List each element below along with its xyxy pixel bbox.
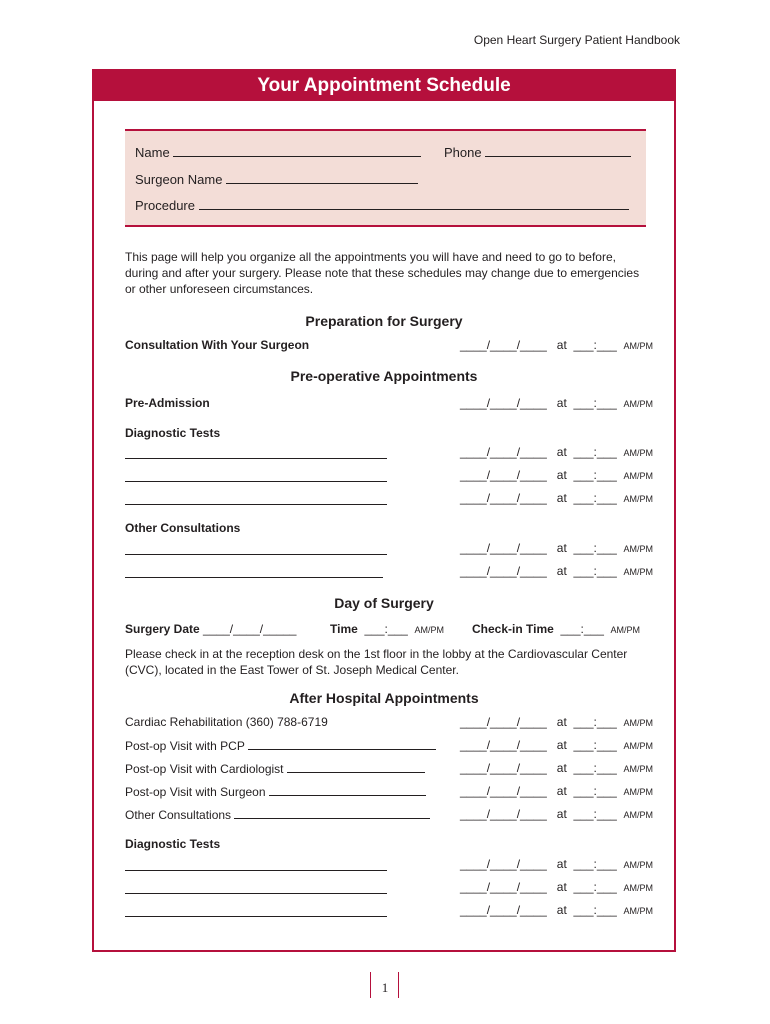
date-blank: ____/____/____ bbox=[460, 784, 547, 798]
page-number-rule-right bbox=[398, 972, 399, 998]
blank-line[interactable] bbox=[125, 504, 387, 505]
blank-line[interactable] bbox=[125, 577, 383, 578]
surgery-time-label: Time bbox=[330, 622, 358, 636]
other-consultations-label: Other Consultations bbox=[125, 521, 241, 535]
phone-line bbox=[485, 145, 631, 157]
ampm-text: AM/PM bbox=[623, 494, 654, 504]
ampm-text: AM/PM bbox=[414, 625, 445, 635]
at-text: at bbox=[556, 396, 567, 410]
pre-admission-label: Pre-Admission bbox=[125, 396, 210, 410]
procedure-line bbox=[199, 198, 629, 210]
date-blank: ____/____/____ bbox=[460, 338, 547, 352]
date-blank: ____/____/____ bbox=[460, 491, 547, 505]
date-time-row[interactable] bbox=[460, 880, 653, 894]
ampm-text: AM/PM bbox=[623, 810, 654, 820]
date-blank: ____/____/____ bbox=[460, 445, 547, 459]
ampm-text: AM/PM bbox=[623, 741, 654, 751]
date-time-row[interactable] bbox=[460, 857, 653, 871]
date-time-row[interactable] bbox=[460, 491, 653, 505]
date-blank: ____/____/____ bbox=[460, 564, 547, 578]
ampm-text: AM/PM bbox=[623, 764, 654, 774]
at-text: at bbox=[556, 541, 567, 555]
after-item-label: Post-op Visit with Surgeon bbox=[125, 785, 266, 799]
time-blank: ___:___ bbox=[573, 338, 617, 352]
date-time-row[interactable] bbox=[460, 738, 653, 752]
ampm-text: AM/PM bbox=[623, 341, 654, 351]
time-blank: ___:___ bbox=[573, 784, 617, 798]
date-time-row[interactable] bbox=[460, 761, 653, 775]
surgery-date-field[interactable] bbox=[125, 622, 296, 636]
phone-field[interactable] bbox=[444, 145, 631, 160]
date-blank: ____/____/____ bbox=[460, 715, 547, 729]
at-text: at bbox=[556, 715, 567, 729]
time-blank: ___:___ bbox=[573, 445, 617, 459]
after-item[interactable] bbox=[125, 738, 436, 753]
date-blank: ____/____/____ bbox=[460, 807, 547, 821]
date-time-row[interactable] bbox=[460, 903, 653, 917]
ampm-text: AM/PM bbox=[623, 883, 654, 893]
time-blank: ___:___ bbox=[364, 622, 408, 636]
date-blank: ____/____/____ bbox=[460, 880, 547, 894]
checkin-time-label: Check-in Time bbox=[472, 622, 554, 636]
checkin-time-field[interactable] bbox=[472, 622, 640, 636]
ampm-text: AM/PM bbox=[623, 399, 654, 409]
time-blank: ___:___ bbox=[573, 715, 617, 729]
date-blank: ____/____/____ bbox=[460, 857, 547, 871]
date-time-row[interactable] bbox=[460, 338, 653, 352]
patient-info-box bbox=[125, 129, 646, 227]
blank-line[interactable] bbox=[125, 481, 387, 482]
date-time-row[interactable] bbox=[460, 807, 653, 821]
blank-line bbox=[287, 761, 425, 773]
time-blank: ___:___ bbox=[573, 491, 617, 505]
page-number-rule-left bbox=[370, 972, 371, 998]
blank-line[interactable] bbox=[125, 458, 387, 459]
ampm-text: AM/PM bbox=[623, 567, 654, 577]
ampm-text: AM/PM bbox=[623, 448, 654, 458]
time-blank: ___:___ bbox=[573, 738, 617, 752]
at-text: at bbox=[556, 880, 567, 894]
after-item[interactable] bbox=[125, 807, 430, 822]
at-text: at bbox=[556, 738, 567, 752]
ampm-text: AM/PM bbox=[623, 787, 654, 797]
at-text: at bbox=[556, 491, 567, 505]
time-blank: ___:___ bbox=[573, 396, 617, 410]
at-text: at bbox=[556, 338, 567, 352]
after-item[interactable] bbox=[125, 784, 426, 799]
date-time-row[interactable] bbox=[460, 541, 653, 555]
surgeon-label: Surgeon Name bbox=[135, 172, 223, 187]
phone-label: Phone bbox=[444, 145, 482, 160]
date-time-row[interactable] bbox=[460, 468, 653, 482]
schedule-frame bbox=[92, 69, 676, 952]
procedure-label: Procedure bbox=[135, 198, 195, 213]
at-text: at bbox=[556, 564, 567, 578]
diagnostic-tests-label: Diagnostic Tests bbox=[125, 426, 221, 440]
page-title: Your Appointment Schedule bbox=[94, 71, 674, 101]
date-blank: ____/____/____ bbox=[460, 541, 547, 555]
surgeon-line bbox=[226, 172, 418, 184]
date-blank: ____/____/____ bbox=[460, 761, 547, 775]
date-blank: ____/____/____ bbox=[460, 903, 547, 917]
time-blank: ___:___ bbox=[573, 541, 617, 555]
time-blank: ___:___ bbox=[573, 903, 617, 917]
name-line bbox=[173, 145, 421, 157]
surgery-date-blank: ____/____/_____ bbox=[203, 622, 297, 636]
surgery-date-label: Surgery Date bbox=[125, 622, 200, 636]
date-time-row[interactable] bbox=[460, 445, 653, 459]
name-field[interactable] bbox=[135, 145, 421, 160]
after-item-label: Post-op Visit with PCP bbox=[125, 739, 245, 753]
date-time-row[interactable] bbox=[460, 564, 653, 578]
blank-line[interactable] bbox=[125, 554, 387, 555]
date-time-row[interactable] bbox=[460, 784, 653, 798]
blank-line[interactable] bbox=[125, 916, 387, 917]
time-blank: ___:___ bbox=[573, 468, 617, 482]
checkin-note: Please check in at the reception desk on the 1st floor in the lobby at the Cardiovascular Center (CVC), located in the East Tower of St. Joseph Medical Center. bbox=[125, 647, 628, 677]
section-preoperative: Pre-operative Appointments bbox=[290, 368, 478, 384]
at-text: at bbox=[556, 468, 567, 482]
date-time-row[interactable] bbox=[460, 715, 653, 729]
time-blank: ___:___ bbox=[573, 564, 617, 578]
after-item: Cardiac Rehabilitation (360) 788-6719 bbox=[125, 715, 328, 729]
ampm-text: AM/PM bbox=[623, 718, 654, 728]
at-text: at bbox=[556, 445, 567, 459]
after-item[interactable] bbox=[125, 761, 425, 776]
running-header: Open Heart Surgery Patient Handbook bbox=[473, 33, 680, 47]
after-item-label: Post-op Visit with Cardiologist bbox=[125, 762, 284, 776]
blank-line bbox=[269, 784, 426, 796]
date-blank: ____/____/____ bbox=[460, 468, 547, 482]
ampm-text: AM/PM bbox=[623, 544, 654, 554]
after-item-label: Other Consultations bbox=[125, 808, 232, 822]
time-blank: ___:___ bbox=[573, 807, 617, 821]
date-blank: ____/____/____ bbox=[460, 396, 547, 410]
surgery-time-field[interactable] bbox=[330, 622, 444, 636]
blank-line[interactable] bbox=[125, 870, 387, 871]
surgeon-field[interactable] bbox=[135, 172, 418, 187]
at-text: at bbox=[556, 857, 567, 871]
page-number: 1 bbox=[381, 980, 389, 995]
time-blank: ___:___ bbox=[573, 761, 617, 775]
blank-line[interactable] bbox=[125, 893, 387, 894]
ampm-text: AM/PM bbox=[610, 625, 641, 635]
date-time-row[interactable] bbox=[460, 396, 653, 410]
section-day-of-surgery: Day of Surgery bbox=[334, 595, 434, 611]
name-label: Name bbox=[135, 145, 170, 160]
section-after-hospital: After Hospital Appointments bbox=[289, 690, 479, 706]
at-text: at bbox=[556, 807, 567, 821]
intro-text: This page will help you organize all the appointments you will have and need to go to before, during and after your surgery. Please note that these schedules may change due to emergencies or other unforeseen circumstances. bbox=[125, 250, 640, 296]
time-blank: ___:___ bbox=[573, 857, 617, 871]
ampm-text: AM/PM bbox=[623, 860, 654, 870]
ampm-text: AM/PM bbox=[623, 471, 654, 481]
diagnostic-tests-label: Diagnostic Tests bbox=[125, 837, 221, 851]
date-blank: ____/____/____ bbox=[460, 738, 547, 752]
procedure-field[interactable] bbox=[135, 198, 629, 213]
at-text: at bbox=[556, 761, 567, 775]
at-text: at bbox=[556, 903, 567, 917]
time-blank: ___:___ bbox=[573, 880, 617, 894]
at-text: at bbox=[556, 784, 567, 798]
blank-line bbox=[248, 738, 436, 750]
time-blank: ___:___ bbox=[560, 622, 604, 636]
section-preparation: Preparation for Surgery bbox=[305, 313, 463, 329]
blank-line bbox=[234, 807, 430, 819]
ampm-text: AM/PM bbox=[623, 906, 654, 916]
consultation-label: Consultation With Your Surgeon bbox=[125, 338, 310, 352]
